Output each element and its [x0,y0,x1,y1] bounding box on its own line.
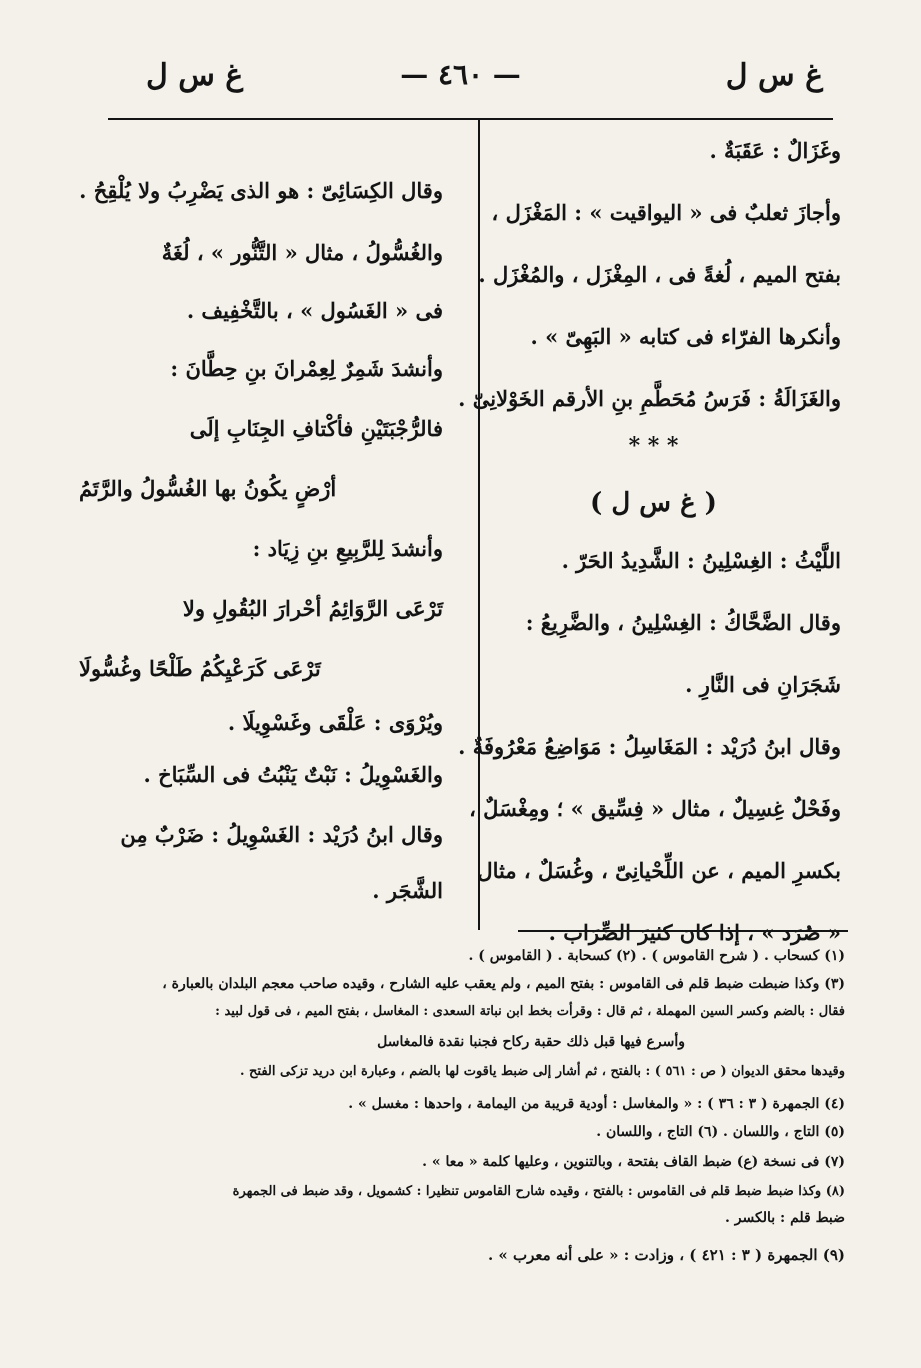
footnote-line: (٧) فى نسخة (ع) ضبط القاف بفتحة ، وبالتنوين ، وعليها كلمة « معا » . [422,1154,845,1170]
footnote-line: (٨) وكذا ضبط ضبط قلم فى القاموس : بالفتح ، وقيده شارح القاموس تنظيرا : كشمويل ، وقد ضبط فى الجمهرة [232,1184,845,1199]
entry-line: وغَزَالٌ : عَقَبَةٌ . [709,138,841,163]
header-root-right: غ س ل [725,58,823,93]
entry-line: « صُرَد » ، إذا كان كثيرَ الضِّرَاب . [548,920,841,945]
entry-line: وأنشدَ شَمِرٌ لِعِمْرانَ بنِ حِطَّانَ : [170,356,443,381]
footnote-line: (٩) الجمهرة ( ٣ : ٤٢١ ) ، وزادت : « على أنه معرب » . [487,1246,845,1264]
entry-line: بكسرِ الميم ، عن اللِّحْيانِىّ ، وغُسَلٌ ، مثال [477,858,841,883]
entry-line: بفتح الميم ، لُغةً فى ، المِغْزَل ، والمُغْزَل . [478,262,841,287]
entry-line: اللَّيْثُ : الغِسْلِينُ : الشَّدِيدُ الحَرّ . [561,548,841,573]
entry-line: وقال الضَّحَّاكُ : الغِسْلِينُ ، والضَّرِيعُ : [525,610,841,635]
entry-line: وقال الكِسَائِىّ : هو الذى يَضْرِبُ ولا يُلْقِحُ . [79,178,443,203]
footnote-line: فقال : بالضم وكسر السين المهملة ، ثم قال : وقرأت بخط ابن نباتة السعدى : المغاسل ، بفتح الميم ، فى قول لبيد : [215,1004,845,1019]
footnote-line: وقيدها محقق الديوان ( ص : ٥٦١ ) : بالفتح ، ثم أشار إلى ضبط ياقوت لها بالضم ، وعبارة ابن دريد تزكى الفتح . [239,1064,845,1079]
entry-line: ويُرْوَى : عَلْقَى وغَسْوِيلَا . [227,710,443,735]
root-heading: ( غ س ل ) [590,488,717,518]
entry-line: وقال ابنُ دُرَيْد : المَغَاسِلُ : مَوَاضِعُ مَعْرُوفَةٌ . [458,734,841,759]
footnote-verse: وأسرع فيها قبل ذلك حقبة ركاح فجنبا نقدة فالمغاسل [377,1034,685,1050]
entry-line: شَجَرَانِ فى النَّارِ . [685,672,841,697]
entry-line: وأنشدَ لِلرَّبِيعِ بنِ زِيَاد : [252,536,443,561]
footnote-line: (٤) الجمهرة ( ٣ : ٣٦ ) : « والمغاسل : أودية قريبة من اليمامة ، واحدها : مغسل » . [348,1096,845,1112]
entry-line: وأنكرها الفرّاء فى كتابه « البَهِىّ » . [530,324,841,349]
footnote-line: (١) كسحاب . ( شرح القاموس ) . (٢) كسحابة . ( القاموس ) . [468,948,845,964]
entry-line: الشَّجَر . [372,878,443,903]
footnote-line: ضبط قلم : بالكسر . [725,1210,845,1226]
page-number: — ٤٦٠ — [400,58,521,91]
header-root-left: غ س ل [146,58,244,93]
entry-line: والغَسْوِيلُ : نَبْتٌ يَنْبُتُ فى السِّبَاخ . [143,762,443,787]
verse-line: فالرُّجْبَتَيْنِ فأكْتافِ الجِنَابِ إلَى [189,416,443,441]
entry-line: والغَزَالَةُ : فَرَسُ مُحَطَّمِ بنِ الأرقم الخَوْلانِىّ . [458,386,841,411]
footnote-line: (٣) وكذا ضبطت ضبط قلم فى القاموس : بفتح الميم ، ولم يعقب عليه الشارح ، وقيده صاحب معجم البلدان بالعبارة ، [162,976,845,992]
entry-line: وقال ابنُ دُرَيْد : الغَسْوِيلُ : ضَرْبٌ مِن [120,822,443,847]
footnote-line: (٥) التاج ، واللسان . (٦) التاج ، واللسان . [596,1124,845,1140]
verse-line: تَرْعَى الرَّوَائِمُ أحْرارَ البُقُولِ ولا [182,596,443,621]
verse-line: تَرْعَى كَرَعْيِكُمُ طَلْحًا وغُسُّولَا [79,656,321,681]
entry-line: وفَحْلٌ غِسِيلٌ ، مثال « فِسِّيق » ؛ ومِغْسَلٌ ، [469,796,841,821]
entry-line: وأجازَ ثعلبٌ فى « اليواقيت » : المَغْزَل ، [491,200,841,225]
entry-line: والغُسُّولُ ، مثال « التَّنُّور » ، لُغَةٌ [161,240,443,265]
entry-line: فى « الغَسُول » ، بالتَّخْفِيف . [186,298,443,323]
section-separator: * * * [628,433,679,459]
header-rule [108,118,833,120]
verse-line: أرْضٍ يكُونُ بها الغُسُّولُ والرَّتَمُ [79,476,337,501]
